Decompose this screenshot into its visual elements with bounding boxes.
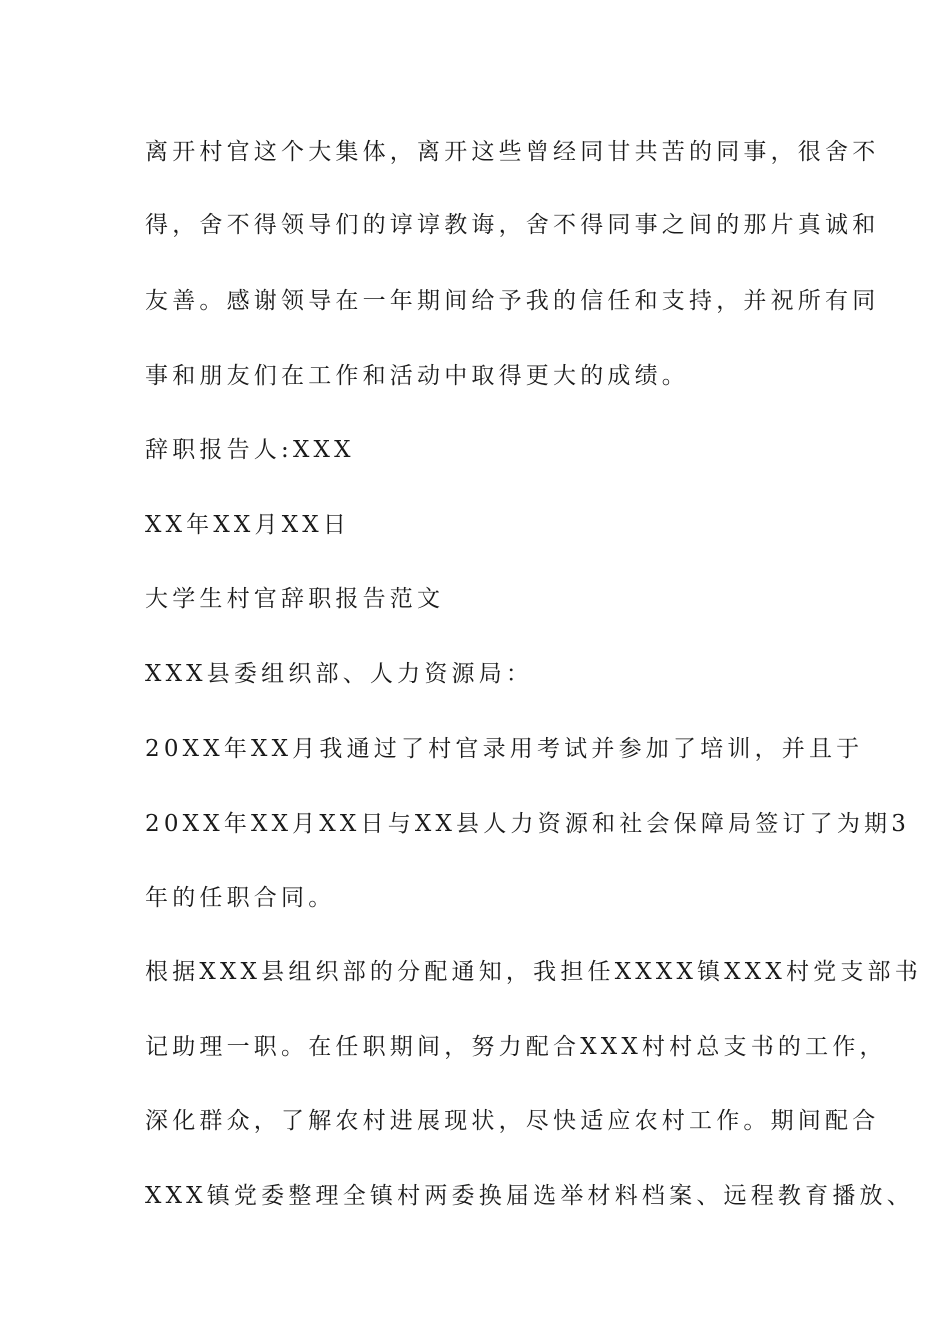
paragraph-line: 年的任职合同。	[145, 885, 336, 911]
paragraph-line: 得，舍不得领导们的谆谆教诲，舍不得同事之间的那片真诚和	[145, 212, 880, 238]
paragraph-line: 记助理一职。在任职期间，努力配合XXX村村总支书的工作，	[145, 1034, 887, 1060]
paragraph-line: 深化群众，了解农村进展现状，尽快适应农村工作。期间配合	[145, 1108, 880, 1134]
paragraph-line: 离开村官这个大集体，离开这些曾经同甘共苦的同事，很舍不	[145, 139, 880, 165]
section-title: 大学生村官辞职报告范文	[145, 586, 445, 612]
paragraph-line: 事和朋友们在工作和活动中取得更大的成绩。	[145, 363, 689, 389]
paragraph-line: 20XX年XX月我通过了村官录用考试并参加了培训，并且于	[145, 736, 864, 762]
date-line: XX年XX月XX日	[145, 512, 351, 538]
paragraph-line: 20XX年XX月XX日与XX县人力资源和社会保障局签订了为期3	[145, 811, 911, 837]
signature-line: 辞职报告人:XXX	[145, 437, 355, 463]
paragraph-line: 友善。感谢领导在一年期间给予我的信任和支持，并祝所有同	[145, 288, 880, 314]
paragraph-line: XXX镇党委整理全镇村两委换届选举材料档案、远程教育播放、	[145, 1183, 914, 1209]
salutation-line: XXX县委组织部、人力资源局：	[145, 661, 534, 687]
paragraph-line: 根据XXX县组织部的分配通知，我担任XXXX镇XXX村党支部书	[145, 959, 922, 985]
